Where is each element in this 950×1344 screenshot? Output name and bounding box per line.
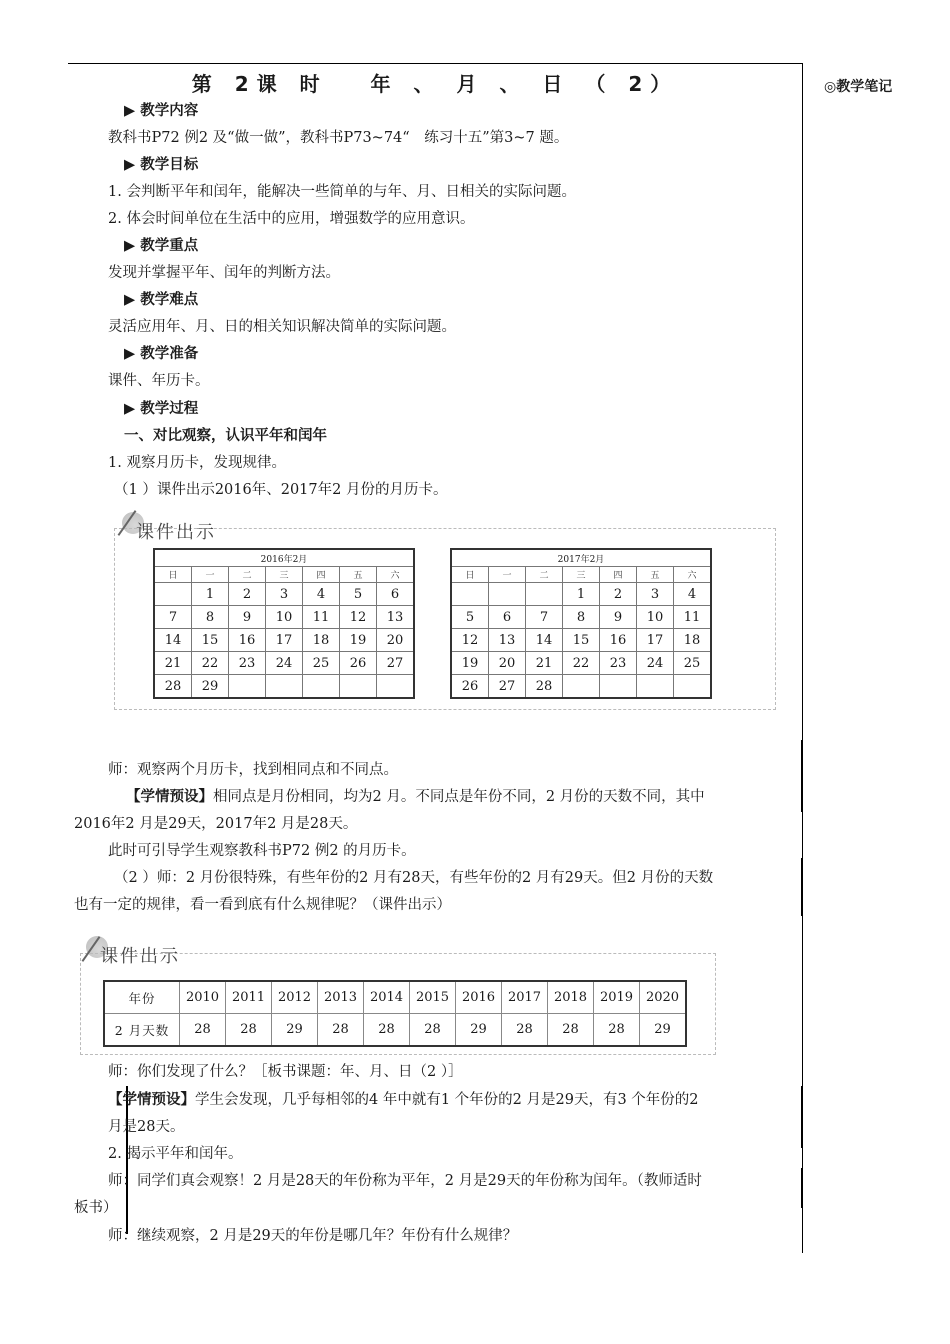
year-cell: 2018: [548, 981, 594, 1014]
weekday-header: 四: [600, 567, 637, 583]
calendar-day: 25: [674, 652, 712, 675]
teacher-line-7: 师：继续观察，2 月是29天的年份是哪几年？年份有什么规律？: [108, 1228, 518, 1244]
calendar-day: [303, 675, 340, 699]
calendar-day: 9: [229, 606, 266, 629]
calendar-day: 23: [229, 652, 266, 675]
weekday-header: 二: [526, 567, 563, 583]
calendar-day: 5: [451, 606, 489, 629]
prediction-1-line-a: [126, 787, 705, 807]
calendar-day: [229, 675, 266, 699]
weekday-header: 日: [451, 567, 489, 583]
calendar-day: [266, 675, 303, 699]
margin-rule-mark: [801, 740, 803, 812]
calendar-day: 19: [340, 629, 377, 652]
days-cell: 29: [456, 1014, 502, 1047]
goal-1: 1. 会判断平年和闰年，能解决一些简单的与年、月、日相关的实际问题。: [108, 184, 576, 200]
days-cell: 28: [226, 1014, 272, 1047]
calendar-day: 22: [192, 652, 229, 675]
heading-goal: ▶ 教学目标: [124, 157, 199, 173]
calendar-2016-feb: [153, 548, 415, 699]
weekday-header: 三: [266, 567, 303, 583]
calendar-day: 19: [451, 652, 489, 675]
prediction-2-line-a: [108, 1090, 699, 1110]
calendar-day: 24: [637, 652, 674, 675]
calendar-day: 15: [563, 629, 600, 652]
weekday-header: 四: [303, 567, 340, 583]
step-1: 1. 观察月历卡，发现规律。: [108, 455, 286, 471]
year-days-table: [103, 980, 687, 1047]
teacher-line-6a: 师：同学们真会观察！2 月是28天的年份称为平年，2 月是29天的年份称为闰年。（教师适时: [108, 1173, 702, 1189]
calendar-day: [489, 583, 526, 606]
calendar-day: 10: [637, 606, 674, 629]
top-rule: [68, 63, 802, 64]
teaching-notes-label: ◎教学笔记: [824, 79, 893, 95]
year-cell: 2016: [456, 981, 502, 1014]
row-label-days: 2 月天数: [104, 1014, 180, 1047]
calendar-day: 24: [266, 652, 303, 675]
calendar-day: [340, 675, 377, 699]
calendar-day: 12: [340, 606, 377, 629]
prediction-text: 相同点是月份相同，均为2 月。不同点是年份不同，2 月份的天数不同，其中: [213, 789, 705, 805]
year-cell: 2012: [272, 981, 318, 1014]
calendar-day: 11: [674, 606, 712, 629]
weekday-header: 一: [192, 567, 229, 583]
calendar-day: 21: [526, 652, 563, 675]
days-cell: 28: [180, 1014, 226, 1047]
key-text: 发现并掌握平年、闰年的判断方法。: [108, 265, 340, 281]
calendar-day: 4: [303, 583, 340, 606]
year-cell: 2010: [180, 981, 226, 1014]
calendar-day: 12: [451, 629, 489, 652]
weekday-header: 三: [563, 567, 600, 583]
calendar-day: 2: [229, 583, 266, 606]
calendar-day: 27: [377, 652, 415, 675]
days-cell: 29: [272, 1014, 318, 1047]
heading-process: ▶ 教学过程: [124, 401, 199, 417]
days-cell: 28: [410, 1014, 456, 1047]
calendar-day: [526, 583, 563, 606]
calendar-day: 2: [600, 583, 637, 606]
teacher-line-1: 师：观察两个月历卡，找到相同点和不同点。: [108, 762, 398, 778]
weekday-header: 二: [229, 567, 266, 583]
prediction-tag: 【学情预设】: [108, 1092, 195, 1108]
calendar-day: 22: [563, 652, 600, 675]
calendar-caption: 2016年2月: [154, 549, 414, 567]
year-cell: 2015: [410, 981, 456, 1014]
year-cell: 2017: [502, 981, 548, 1014]
weekday-header: 一: [489, 567, 526, 583]
calendar-day: 26: [451, 675, 489, 699]
calendar-day: [154, 583, 192, 606]
calendar-day: [451, 583, 489, 606]
margin-rule: [802, 63, 803, 1253]
days-cell: 28: [364, 1014, 410, 1047]
teacher-line-2: 此时可引导学生观察教科书P72 例2 的月历卡。: [108, 843, 416, 859]
calendar-day: 11: [303, 606, 340, 629]
calendar-day: 1: [192, 583, 229, 606]
calendar-day: 4: [674, 583, 712, 606]
calendar-day: 18: [303, 629, 340, 652]
calendar-day: [600, 675, 637, 699]
calendar-2017-feb: [450, 548, 712, 699]
calendar-day: 17: [637, 629, 674, 652]
courseware-label: 课件出示: [136, 518, 216, 544]
courseware-label: 课件出示: [100, 942, 180, 968]
calendar-day: 25: [303, 652, 340, 675]
calendar-day: 3: [266, 583, 303, 606]
content-text: 教科书P72 例2 及“做一做”，教科书P73~74“ 练习十五”第3~7 题。: [108, 130, 569, 146]
calendar-day: 28: [154, 675, 192, 699]
calendar-caption: 2017年2月: [451, 549, 711, 567]
calendar-day: 29: [192, 675, 229, 699]
calendar-day: 28: [526, 675, 563, 699]
calendar-day: 3: [637, 583, 674, 606]
goal-2: 2. 体会时间单位在生活中的应用，增强数学的应用意识。: [108, 211, 475, 227]
calendar-day: 26: [340, 652, 377, 675]
calendar-day: 7: [526, 606, 563, 629]
year-cell: 2014: [364, 981, 410, 1014]
margin-rule-mark: [801, 1168, 803, 1208]
calendar-day: 8: [192, 606, 229, 629]
calendar-day: 27: [489, 675, 526, 699]
days-cell: 28: [594, 1014, 640, 1047]
calendar-day: 18: [674, 629, 712, 652]
calendar-day: 5: [340, 583, 377, 606]
calendar-day: 20: [489, 652, 526, 675]
step-2: 2. 揭示平年和闰年。: [108, 1146, 243, 1162]
days-cell: 28: [318, 1014, 364, 1047]
calendar-day: 13: [377, 606, 415, 629]
calendar-day: 9: [600, 606, 637, 629]
prediction-1-line-b: 2016年2 月是29天，2017年2 月是28天。: [74, 816, 358, 832]
calendar-day: 23: [600, 652, 637, 675]
part-1-title: 一、对比观察，认识平年和闰年: [124, 428, 327, 444]
calendar-day: 16: [229, 629, 266, 652]
prediction-tag: 【学情预设】: [126, 789, 213, 805]
year-cell: 2013: [318, 981, 364, 1014]
calendar-day: 7: [154, 606, 192, 629]
days-cell: 28: [548, 1014, 594, 1047]
year-cell: 2020: [640, 981, 687, 1014]
weekday-header: 六: [674, 567, 712, 583]
margin-rule-mark: [801, 1086, 803, 1148]
year-cell: 2019: [594, 981, 640, 1014]
heading-key: ▶ 教学重点: [124, 238, 199, 254]
calendar-day: [674, 675, 712, 699]
heading-difficulty: ▶ 教学难点: [124, 292, 199, 308]
difficulty-text: 灵活应用年、月、日的相关知识解决简单的实际问题。: [108, 319, 456, 335]
lesson-title: 第 2课 时 年 、 月 、 日 （ 2）: [191, 72, 679, 96]
calendar-day: 14: [526, 629, 563, 652]
weekday-header: 六: [377, 567, 415, 583]
calendar-day: [563, 675, 600, 699]
calendar-day: 17: [266, 629, 303, 652]
calendar-day: 10: [266, 606, 303, 629]
days-cell: 28: [502, 1014, 548, 1047]
row-label-year: 年份: [104, 981, 180, 1014]
heading-content: ▶ 教学内容: [124, 103, 199, 119]
teacher-line-6b: 板书）: [74, 1200, 118, 1216]
calendar-day: 15: [192, 629, 229, 652]
teacher-line-3b: 也有一定的规律，看一看到底有什么规律呢？（课件出示）: [74, 897, 451, 913]
calendar-day: 1: [563, 583, 600, 606]
weekday-header: 五: [340, 567, 377, 583]
prediction-2-line-b: 月是28天。: [108, 1119, 185, 1135]
weekday-header: 五: [637, 567, 674, 583]
calendar-day: [377, 675, 415, 699]
calendar-day: 13: [489, 629, 526, 652]
teacher-line-3a: （2 ）师：2 月份很特殊，有些年份的2 月有28天，有些年份的2 月有29天。但2 月份的天数: [114, 870, 714, 886]
heading-prep: ▶ 教学准备: [124, 346, 199, 362]
calendar-day: 6: [489, 606, 526, 629]
margin-rule-mark: [801, 858, 803, 916]
calendar-day: [637, 675, 674, 699]
step-1a: （1 ）课件出示2016年、2017年2 月份的月历卡。: [114, 482, 448, 498]
calendar-day: 16: [600, 629, 637, 652]
year-cell: 2011: [226, 981, 272, 1014]
calendar-day: 20: [377, 629, 415, 652]
weekday-header: 日: [154, 567, 192, 583]
days-cell: 29: [640, 1014, 687, 1047]
calendar-day: 21: [154, 652, 192, 675]
calendar-day: 14: [154, 629, 192, 652]
calendar-day: 6: [377, 583, 415, 606]
calendar-day: 8: [563, 606, 600, 629]
prep-text: 课件、年历卡。: [108, 373, 210, 389]
teacher-line-4: 师：你们发现了什么？［板书课题：年、月、日（2 ）］: [108, 1064, 463, 1080]
prediction-text: 学生会发现，几乎每相邻的4 年中就有1 个年份的2 月是29天，有3 个年份的2: [195, 1092, 699, 1108]
